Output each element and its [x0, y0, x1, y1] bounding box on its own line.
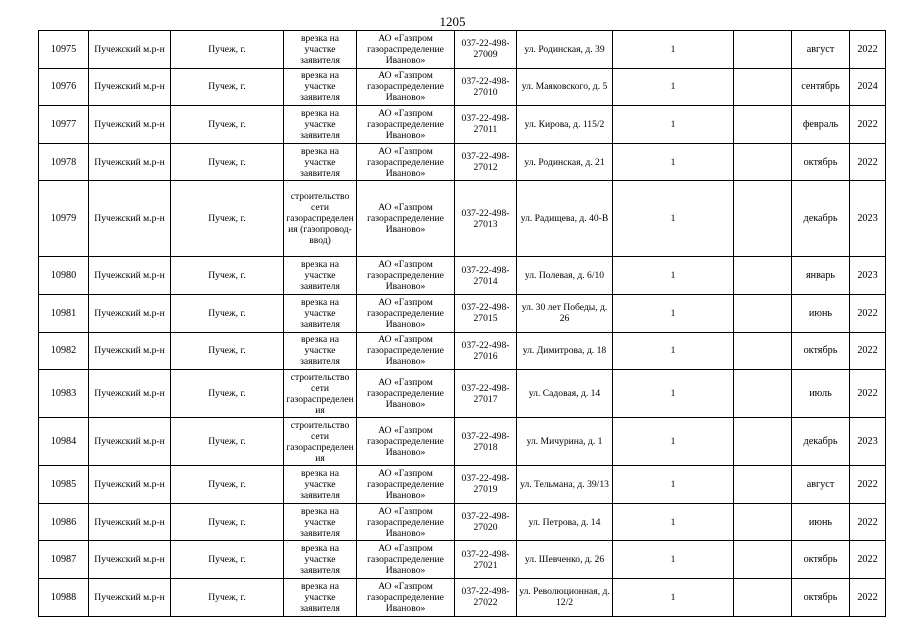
code-cell: 037-22-498-27009 — [455, 31, 517, 69]
month-cell: октябрь — [792, 332, 850, 370]
address-cell: ул. Мичурина, д. 1 — [517, 418, 613, 466]
year-cell: 2022 — [850, 578, 886, 616]
month-cell: июль — [792, 370, 850, 418]
page-number: 1205 — [439, 14, 466, 29]
address-cell: ул. Кирова, д. 115/2 — [517, 106, 613, 144]
row-number-cell: 10987 — [39, 541, 89, 579]
district-cell: Пучежский м.р-н — [89, 503, 171, 541]
work-type-cell: строительство сети газораспределения — [284, 418, 357, 466]
address-cell: ул. Садовая, д. 14 — [517, 370, 613, 418]
month-cell: октябрь — [792, 578, 850, 616]
month-cell: август — [792, 31, 850, 69]
table-row — [39, 578, 886, 616]
work-type-cell: строительство сети газораспределения (газопровод-ввод) — [284, 181, 357, 257]
address-cell: ул. 30 лет Победы, д. 26 — [517, 294, 613, 332]
count-cell: 1 — [613, 370, 734, 418]
address-cell: ул. Шевченко, д. 26 — [517, 541, 613, 579]
month-cell: июнь — [792, 503, 850, 541]
address-cell: ул. Петрова, д. 14 — [517, 503, 613, 541]
work-type-cell: врезка на участке заявителя — [284, 31, 357, 69]
city-cell: Пучеж, г. — [171, 541, 284, 579]
row-number-cell: 10980 — [39, 257, 89, 295]
count-cell: 1 — [613, 578, 734, 616]
year-cell: 2022 — [850, 370, 886, 418]
district-cell: Пучежский м.р-н — [89, 181, 171, 257]
month-cell: февраль — [792, 106, 850, 144]
empty-cell — [734, 466, 792, 504]
city-cell: Пучеж, г. — [171, 106, 284, 144]
city-cell: Пучеж, г. — [171, 68, 284, 106]
table-row — [39, 106, 886, 144]
row-number-cell: 10984 — [39, 418, 89, 466]
row-number-cell: 10985 — [39, 466, 89, 504]
code-cell: 037-22-498-27016 — [455, 332, 517, 370]
empty-cell — [734, 503, 792, 541]
count-cell: 1 — [613, 31, 734, 69]
address-cell: ул. Маяковского, д. 5 — [517, 68, 613, 106]
city-cell: Пучеж, г. — [171, 578, 284, 616]
code-cell: 037-22-498-27018 — [455, 418, 517, 466]
year-cell: 2023 — [850, 418, 886, 466]
table-row — [39, 143, 886, 181]
code-cell: 037-22-498-27019 — [455, 466, 517, 504]
count-cell: 1 — [613, 294, 734, 332]
district-cell: Пучежский м.р-н — [89, 541, 171, 579]
address-cell: ул. Полевая, д. 6/10 — [517, 257, 613, 295]
city-cell: Пучеж, г. — [171, 418, 284, 466]
row-number-cell: 10986 — [39, 503, 89, 541]
month-cell: декабрь — [792, 181, 850, 257]
district-cell: Пучежский м.р-н — [89, 257, 171, 295]
district-cell: Пучежский м.р-н — [89, 418, 171, 466]
month-cell: октябрь — [792, 143, 850, 181]
row-number-cell: 10983 — [39, 370, 89, 418]
organization-cell: АО «Газпром газораспределение Иваново» — [357, 143, 455, 181]
month-cell: октябрь — [792, 541, 850, 579]
empty-cell — [734, 257, 792, 295]
empty-cell — [734, 294, 792, 332]
table-row — [39, 466, 886, 504]
row-number-cell: 10975 — [39, 31, 89, 69]
row-number-cell: 10979 — [39, 181, 89, 257]
data-table — [38, 30, 886, 617]
year-cell: 2024 — [850, 68, 886, 106]
organization-cell: АО «Газпром газораспределение Иваново» — [357, 31, 455, 69]
table-row — [39, 31, 886, 69]
district-cell: Пучежский м.р-н — [89, 68, 171, 106]
city-cell: Пучеж, г. — [171, 181, 284, 257]
month-cell: сентябрь — [792, 68, 850, 106]
city-cell: Пучеж, г. — [171, 332, 284, 370]
organization-cell: АО «Газпром газораспределение Иваново» — [357, 332, 455, 370]
table-row — [39, 294, 886, 332]
organization-cell: АО «Газпром газораспределение Иваново» — [357, 370, 455, 418]
organization-cell: АО «Газпром газораспределение Иваново» — [357, 578, 455, 616]
empty-cell — [734, 332, 792, 370]
district-cell: Пучежский м.р-н — [89, 578, 171, 616]
count-cell: 1 — [613, 257, 734, 295]
organization-cell: АО «Газпром газораспределение Иваново» — [357, 466, 455, 504]
address-cell: ул. Революционная, д. 12/2 — [517, 578, 613, 616]
table-row — [39, 503, 886, 541]
work-type-cell: строительство сети газораспределения — [284, 370, 357, 418]
count-cell: 1 — [613, 541, 734, 579]
work-type-cell: врезка на участке заявителя — [284, 503, 357, 541]
row-number-cell: 10988 — [39, 578, 89, 616]
organization-cell: АО «Газпром газораспределение Иваново» — [357, 541, 455, 579]
table-row — [39, 68, 886, 106]
code-cell: 037-22-498-27022 — [455, 578, 517, 616]
empty-cell — [734, 143, 792, 181]
district-cell: Пучежский м.р-н — [89, 370, 171, 418]
work-type-cell: врезка на участке заявителя — [284, 578, 357, 616]
work-type-cell: врезка на участке заявителя — [284, 541, 357, 579]
address-cell: ул. Радищева, д. 40-В — [517, 181, 613, 257]
code-cell: 037-22-498-27017 — [455, 370, 517, 418]
empty-cell — [734, 106, 792, 144]
count-cell: 1 — [613, 68, 734, 106]
code-cell: 037-22-498-27014 — [455, 257, 517, 295]
year-cell: 2023 — [850, 257, 886, 295]
code-cell: 037-22-498-27012 — [455, 143, 517, 181]
count-cell: 1 — [613, 143, 734, 181]
address-cell: ул. Тельмана, д. 39/13 — [517, 466, 613, 504]
count-cell: 1 — [613, 106, 734, 144]
empty-cell — [734, 68, 792, 106]
address-cell: ул. Родинская, д. 21 — [517, 143, 613, 181]
organization-cell: АО «Газпром газораспределение Иваново» — [357, 503, 455, 541]
year-cell: 2022 — [850, 466, 886, 504]
address-cell: ул. Димитрова, д. 18 — [517, 332, 613, 370]
district-cell: Пучежский м.р-н — [89, 294, 171, 332]
year-cell: 2022 — [850, 106, 886, 144]
count-cell: 1 — [613, 418, 734, 466]
work-type-cell: врезка на участке заявителя — [284, 257, 357, 295]
district-cell: Пучежский м.р-н — [89, 106, 171, 144]
count-cell: 1 — [613, 332, 734, 370]
count-cell: 1 — [613, 503, 734, 541]
month-cell: июнь — [792, 294, 850, 332]
table-row — [39, 541, 886, 579]
year-cell: 2022 — [850, 294, 886, 332]
code-cell: 037-22-498-27015 — [455, 294, 517, 332]
city-cell: Пучеж, г. — [171, 257, 284, 295]
table-row — [39, 332, 886, 370]
code-cell: 037-22-498-27021 — [455, 541, 517, 579]
work-type-cell: врезка на участке заявителя — [284, 332, 357, 370]
city-cell: Пучеж, г. — [171, 294, 284, 332]
count-cell: 1 — [613, 181, 734, 257]
district-cell: Пучежский м.р-н — [89, 143, 171, 181]
year-cell: 2022 — [850, 143, 886, 181]
city-cell: Пучеж, г. — [171, 31, 284, 69]
row-number-cell: 10977 — [39, 106, 89, 144]
district-cell: Пучежский м.р-н — [89, 31, 171, 69]
district-cell: Пучежский м.р-н — [89, 466, 171, 504]
organization-cell: АО «Газпром газораспределение Иваново» — [357, 257, 455, 295]
work-type-cell: врезка на участке заявителя — [284, 106, 357, 144]
address-cell: ул. Родинская, д. 39 — [517, 31, 613, 69]
row-number-cell: 10976 — [39, 68, 89, 106]
empty-cell — [734, 31, 792, 69]
work-type-cell: врезка на участке заявителя — [284, 466, 357, 504]
city-cell: Пучеж, г. — [171, 370, 284, 418]
work-type-cell: врезка на участке заявителя — [284, 294, 357, 332]
organization-cell: АО «Газпром газораспределение Иваново» — [357, 181, 455, 257]
organization-cell: АО «Газпром газораспределение Иваново» — [357, 418, 455, 466]
empty-cell — [734, 181, 792, 257]
work-type-cell: врезка на участке заявителя — [284, 143, 357, 181]
organization-cell: АО «Газпром газораспределение Иваново» — [357, 68, 455, 106]
year-cell: 2022 — [850, 503, 886, 541]
empty-cell — [734, 370, 792, 418]
code-cell: 037-22-498-27013 — [455, 181, 517, 257]
table-body — [39, 31, 886, 617]
code-cell: 037-22-498-27010 — [455, 68, 517, 106]
row-number-cell: 10978 — [39, 143, 89, 181]
organization-cell: АО «Газпром газораспределение Иваново» — [357, 106, 455, 144]
month-cell: декабрь — [792, 418, 850, 466]
year-cell: 2022 — [850, 332, 886, 370]
row-number-cell: 10982 — [39, 332, 89, 370]
row-number-cell: 10981 — [39, 294, 89, 332]
year-cell: 2023 — [850, 181, 886, 257]
work-type-cell: врезка на участке заявителя — [284, 68, 357, 106]
code-cell: 037-22-498-27020 — [455, 503, 517, 541]
month-cell: август — [792, 466, 850, 504]
count-cell: 1 — [613, 466, 734, 504]
city-cell: Пучеж, г. — [171, 466, 284, 504]
table-row — [39, 181, 886, 257]
city-cell: Пучеж, г. — [171, 143, 284, 181]
month-cell: январь — [792, 257, 850, 295]
table-row — [39, 370, 886, 418]
table-row — [39, 418, 886, 466]
district-cell: Пучежский м.р-н — [89, 332, 171, 370]
empty-cell — [734, 578, 792, 616]
organization-cell: АО «Газпром газораспределение Иваново» — [357, 294, 455, 332]
code-cell: 037-22-498-27011 — [455, 106, 517, 144]
year-cell: 2022 — [850, 541, 886, 579]
empty-cell — [734, 541, 792, 579]
year-cell: 2022 — [850, 31, 886, 69]
empty-cell — [734, 418, 792, 466]
city-cell: Пучеж, г. — [171, 503, 284, 541]
table-row — [39, 257, 886, 295]
